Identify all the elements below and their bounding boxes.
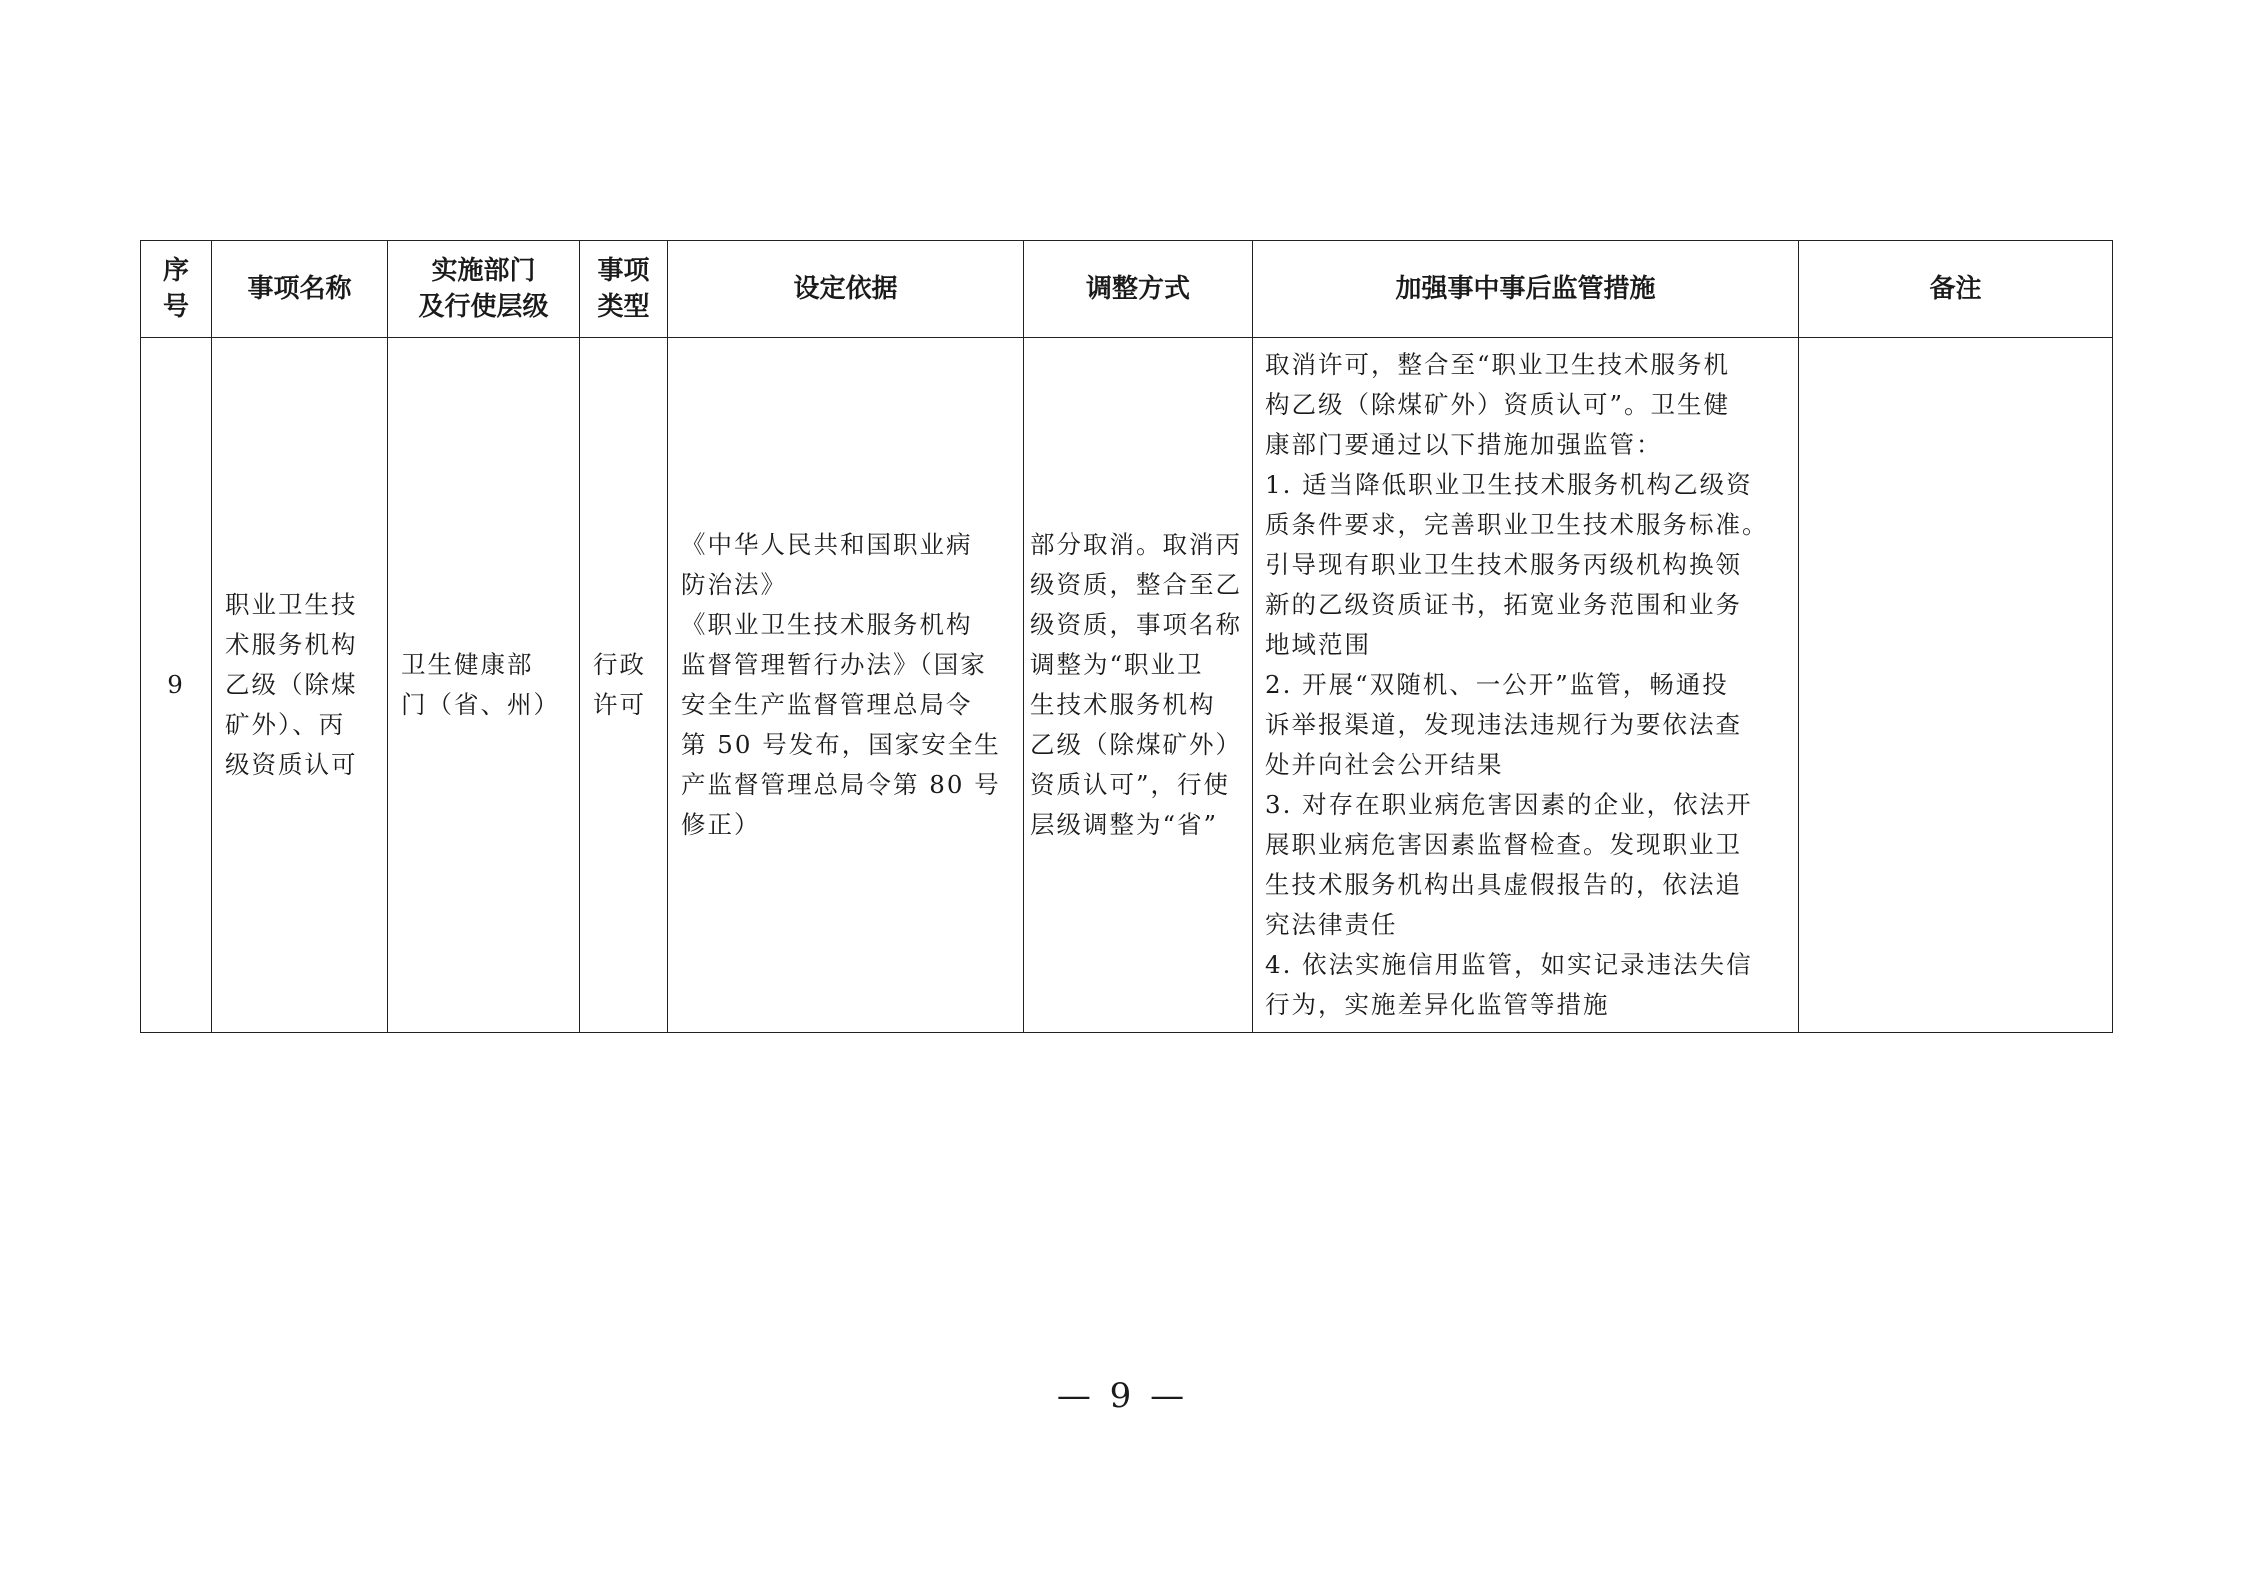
cell-basis-text: 《中华人民共和国职业病 防治法》 《职业卫生技术服务机构 监督管理暂行办法》（国家 安全生产监督管理总局令 第 50 号发布，国家安全生 产监督管理总局令第 80 号 修正） — [681, 530, 1001, 839]
cell-item-type-text: 行政 许可 — [593, 650, 646, 719]
cell-item-name-text: 职业卫生技 术服务机构 乙级（除煤 矿外）、丙 级资质认可 — [225, 590, 358, 779]
cell-item-name — [212, 338, 388, 1033]
header-remarks — [1799, 241, 2113, 338]
header-department-label: 实施部门 及行使层级 — [418, 256, 549, 322]
regulatory-items-table — [140, 240, 2113, 1033]
header-seq — [141, 241, 212, 338]
cell-remarks — [1799, 338, 2113, 1033]
header-item-name-label: 事项名称 — [247, 274, 352, 304]
header-item-name — [212, 241, 388, 338]
cell-measures — [1253, 338, 1799, 1033]
header-basis-label: 设定依据 — [793, 274, 898, 304]
header-measures-label: 加强事中事后监管措施 — [1395, 274, 1656, 304]
cell-adjustment-text: 部分取消。取消丙 级资质，整合至乙 级资质，事项名称 调整为“职业卫 生技术服务机构 乙级（除煤矿外） 资质认可”，行使 层级调整为“省” — [1030, 530, 1242, 839]
header-adjustment-label: 调整方式 — [1085, 274, 1190, 304]
cell-seq — [141, 338, 212, 1033]
table-header-row — [141, 241, 2113, 338]
header-remarks-label: 备注 — [1929, 274, 1982, 304]
cell-basis — [668, 338, 1024, 1033]
header-item-type-label: 事项 类型 — [597, 256, 650, 322]
header-basis — [668, 241, 1024, 338]
cell-measures-text: 取消许可，整合至“职业卫生技术服务机 构乙级（除煤矿外）资质认可”。卫生健 康部门要通过以下措施加强监管： 1. 适当降低职业卫生技术服务机构乙级资 质条件要求，完善职业卫生技术服务标准。 引导现有职业卫生技术服务丙级机构换领 新的乙级资质证书，拓宽业务范围和业务 地域范围 2. 开展“双随机、一公开”监管，畅通投 诉举报渠道，发现违法违规行为要依法查 处并向社会公开结果 3. 对存在职业病危害因素的企业，依法开 展职业病危害因素监督检查。发现职业卫 生技术服务机构出具虚假报告的，依法追 究法律责任 4. 依法实施信用监管，如实记录违法失信 行为，实施差异化监管等措施 — [1265, 350, 1769, 1019]
header-department — [388, 241, 580, 338]
page-number: — 9 — — [1056, 1376, 1189, 1416]
header-seq-label: 序 号 — [162, 256, 189, 322]
cell-item-type — [580, 338, 668, 1033]
cell-department-text: 卫生健康部 门（省、州） — [401, 650, 560, 719]
cell-department — [388, 338, 580, 1033]
header-adjustment — [1024, 241, 1253, 338]
cell-seq-text: 9 — [167, 670, 185, 699]
header-item-type — [580, 241, 668, 338]
cell-adjustment — [1024, 338, 1253, 1033]
header-measures — [1253, 241, 1799, 338]
table-row — [141, 338, 2113, 1033]
